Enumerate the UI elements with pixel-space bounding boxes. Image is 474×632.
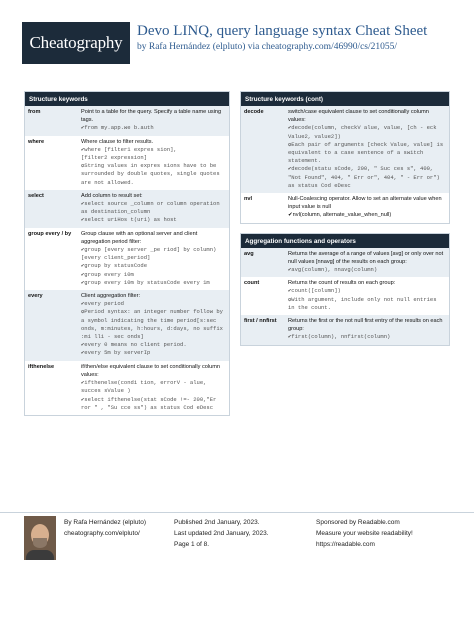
description-text: Returns the count of results on each group: — [288, 280, 396, 287]
code-example: ✪String values in expres sions have to be surrounded by double quotes, single quotes are not allowed. — [81, 162, 220, 186]
author-avatar[interactable] — [24, 516, 56, 560]
code-example: ✔group every 10m by statusCode every 1m — [81, 278, 210, 286]
keyword-row — [241, 277, 449, 315]
code-example: ✔every 0 means no client period. — [81, 341, 187, 349]
keyword-description — [288, 279, 446, 312]
page-title: Devo LINQ, query language syntax Cheat Sheet — [137, 23, 428, 39]
section-structure-keywords — [24, 91, 230, 416]
keyword-row — [25, 290, 229, 361]
code-example: ✔count([column]) — [288, 287, 341, 295]
keyword-description — [81, 108, 226, 133]
keyword-description — [81, 192, 226, 225]
keyword-name: group every / by — [28, 230, 72, 237]
keyword-description — [81, 363, 226, 412]
keyword-name: select — [28, 192, 44, 199]
keyword-row — [241, 315, 449, 345]
description-text: Null-Coalescing operator. Allow to set an alternate value when input value is null — [288, 196, 442, 211]
keyword-row — [25, 106, 229, 136]
page-header — [0, 0, 474, 80]
section-rows — [241, 106, 449, 223]
section-structure-keywords-cont — [240, 91, 450, 224]
section-heading: Aggregation functions and operators — [241, 234, 449, 248]
keyword-description — [288, 317, 446, 342]
description-text: ✔nvl(column, alternate_value_when_null) — [288, 212, 392, 219]
keyword-row — [25, 190, 229, 228]
code-example: ✔group by statusCode — [81, 262, 148, 270]
keyword-row — [25, 228, 229, 290]
code-example: ✔group every 10m — [81, 270, 134, 278]
footer-published: Published 2nd January, 2023. — [174, 519, 260, 526]
footer-sponsor-line: Measure your website readability! — [316, 530, 413, 537]
description-text: switch/case equivalent clause to set conditionally column values: — [288, 109, 429, 124]
description-text: Point to a table for the query. Specify a table name using tags. — [81, 109, 222, 124]
keyword-name: every — [28, 293, 43, 300]
keyword-name: ifthenelse — [28, 363, 55, 370]
code-example: ✔decode(column, checkV alue, value, [ch - eck Value2, value2]) — [288, 124, 437, 140]
keyword-name: count — [244, 280, 260, 287]
sheet-url-link[interactable]: cheatography.com/46990/cs/21055/ — [261, 42, 398, 52]
code-example: ✔avg(column), nnavg(column) — [288, 266, 378, 274]
keyword-name: nvl — [244, 196, 253, 203]
keyword-description — [288, 250, 446, 275]
code-example: ✔ifthenelse(condi tion, errorV - alue, succes sValue ) — [81, 379, 207, 395]
code-example: [every client_period] — [81, 254, 151, 262]
code-example: [filter2 expression] — [81, 154, 148, 162]
code-example: ✔select uriHos t(uri) as host — [81, 216, 177, 224]
section-aggregation — [240, 233, 450, 346]
description-text: Where clause to filter results. — [81, 138, 154, 145]
keyword-name: decode — [244, 109, 264, 115]
section-heading: Structure keywords — [25, 92, 229, 106]
keyword-description — [288, 195, 446, 220]
keyword-name: first / nnfirst — [244, 318, 277, 325]
keyword-description — [288, 108, 446, 190]
byline: by Rafa Hernández (elpluto) via cheatography.com/46990/cs/21055/ — [137, 42, 398, 52]
keyword-row — [241, 248, 449, 278]
avatar-shirt — [26, 550, 54, 560]
description-text: Group clause with an optional server and client aggregation period filter: — [81, 230, 198, 245]
keyword-name: avg — [244, 250, 254, 257]
code-example: ✔select ifthenelse(stat sCode !=- 200,"Er ror " , "Su cce ss") as status Cod eDesc — [81, 395, 217, 411]
description-text: if/then/else equivalent clause to set conditionally column values: — [81, 363, 220, 378]
right-column — [240, 91, 450, 355]
section-heading: Structure keywords (cont) — [241, 92, 449, 106]
footer-sponsor-link[interactable]: https://readable.com — [316, 541, 375, 548]
code-example: ✔decode(statu sCode, 200, " Suc ces s", 400, "Not Found", 404, " Err or", 404, " - Err or") as status Cod eDesc — [288, 165, 440, 189]
code-example: ✪Period syntax: an integer number follow by a symbol indicating the time period[s:sec onds, m:minutes, h:hours, d:days, no suffix :mi lli - sec onds] — [81, 308, 223, 341]
code-example: ✪With argument, include only not null entries in the count. — [288, 295, 437, 311]
left-column — [24, 91, 230, 425]
footer-profile-link[interactable]: cheatography.com/elpluto/ — [64, 530, 140, 537]
code-example: ✔every period — [81, 300, 124, 308]
description-text: Client aggregation filter: — [81, 293, 141, 300]
code-example: ✪Each pair of arguments [check Value, value] is equivalent to a case sentence of a switch statement. — [288, 140, 444, 165]
keyword-row — [25, 361, 229, 415]
avatar-beard — [33, 538, 47, 548]
cheatography-logo[interactable]: Cheatography — [22, 22, 130, 64]
code-example: ✔select source _column or column operation as destination_column — [81, 200, 220, 216]
keyword-description — [81, 230, 226, 287]
keyword-row — [241, 106, 449, 193]
section-rows — [25, 106, 229, 415]
footer-author: By Rafa Hernández (elpluto) — [64, 519, 147, 526]
code-example: ✔where [filter1 expres sion], — [81, 145, 177, 153]
code-example: ✔group [every server _pe riod] by column) — [81, 246, 217, 254]
keyword-description — [81, 292, 226, 358]
description-text: Returns the first or the not null first entry of the results on each group: — [288, 318, 443, 333]
keyword-row — [25, 136, 229, 190]
description-text: Returns the average of a range of values [avg] or only over not null values [nnavg] of the results on each group: — [288, 250, 444, 265]
description-text: Add column to result set: — [81, 192, 143, 199]
code-example: ✔first(column), nnfirst(column) — [288, 333, 391, 341]
keyword-name: from — [28, 109, 41, 115]
code-example: ✔from my.app.we b.auth — [81, 124, 154, 132]
keyword-row — [241, 193, 449, 223]
code-example: ✔every 5m by serverIp — [81, 349, 151, 357]
keyword-name: where — [28, 138, 45, 145]
footer-sponsor: Sponsored by Readable.com — [316, 519, 400, 526]
section-rows — [241, 248, 449, 345]
author-link[interactable]: Rafa Hernández (elpluto) — [148, 42, 246, 52]
footer-updated: Last updated 2nd January, 2023. — [174, 530, 269, 537]
footer-page: Page 1 of 8. — [174, 541, 210, 548]
keyword-description — [81, 138, 226, 187]
